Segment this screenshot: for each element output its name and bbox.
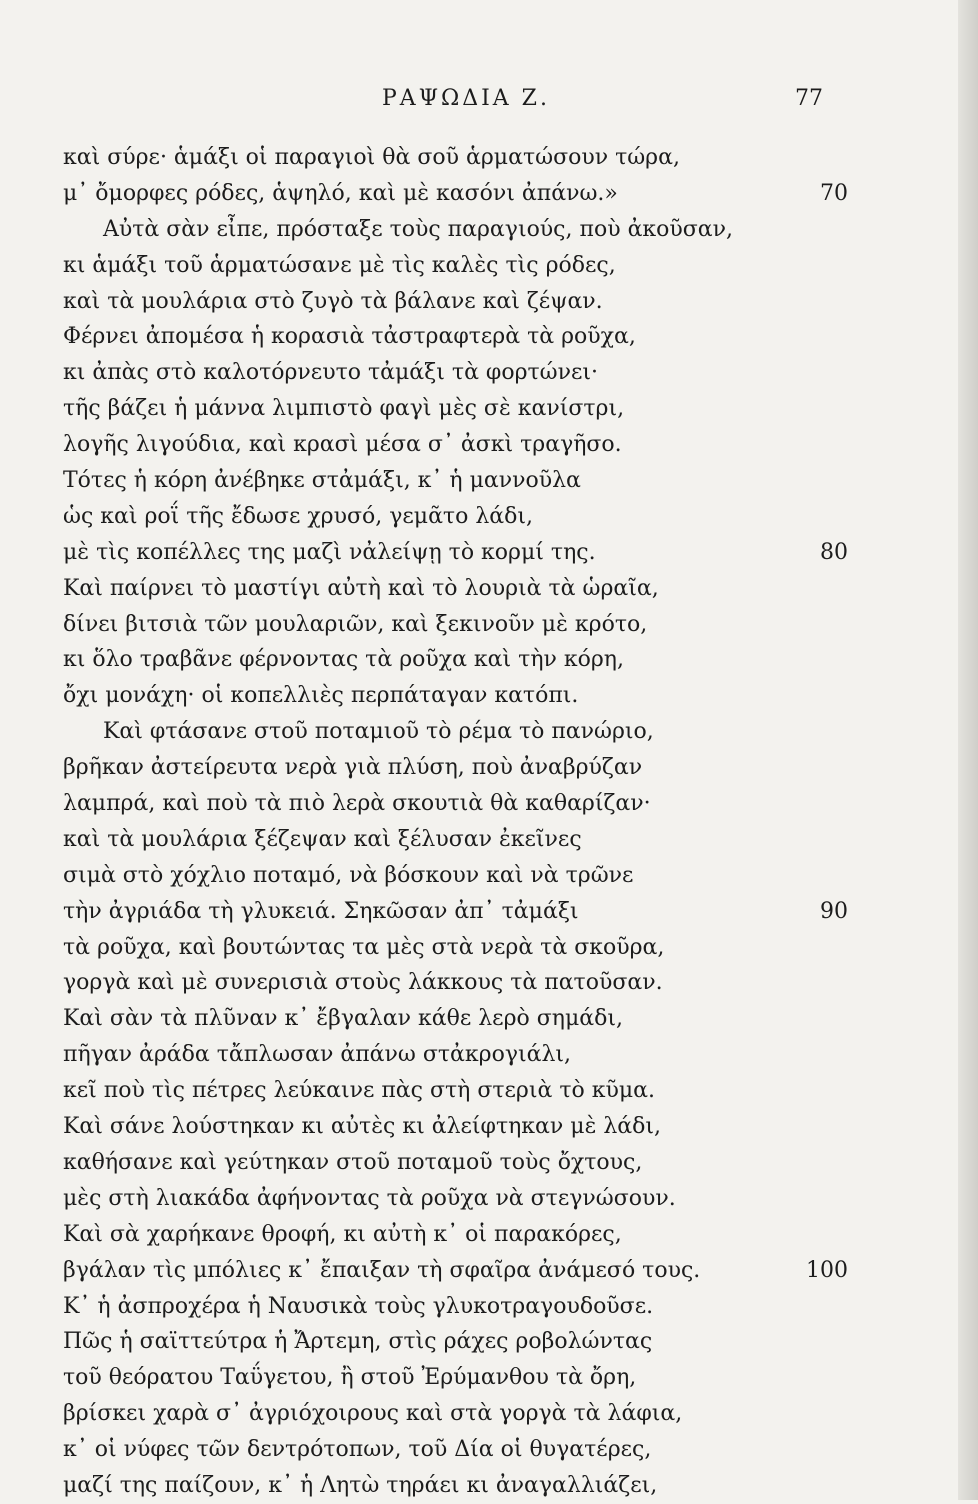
verse-text: τὴν ἀγριάδα τὴ γλυκειά. Σηκῶσαν ἀπ᾿ τἀμάξι	[63, 898, 579, 924]
verse-line	[63, 642, 833, 678]
page-edge-shadow	[958, 0, 978, 1500]
verse-line	[63, 1324, 833, 1360]
verse-line-number: 80	[820, 539, 848, 565]
verse-line	[63, 1289, 833, 1325]
verse-text: ὄχι μονάχη· οἱ κοπελλιὲς περπάταγαν κατόπι.	[63, 683, 579, 709]
verse-line	[63, 894, 848, 930]
verse-line	[63, 1181, 833, 1217]
verse-text: ὡς καὶ ροΐ τῆς ἔδωσε χρυσό, γεμᾶτο λάδι,	[63, 503, 534, 529]
verse-text: κεῖ ποὺ τὶς πέτρες λεύκαινε πὰς στὴ στεριὰ τὸ κῦμα.	[63, 1078, 656, 1104]
verse-text: σιμὰ στὸ χόχλιο ποταμό, νὰ βόσκουν καὶ νὰ τρῶνε	[63, 862, 634, 888]
verse-text: τοῦ θεόρατου Ταΰγετου, ἢ στοῦ Ἐρύμανθου τὰ ὄρη,	[63, 1365, 637, 1391]
verse-text: καὶ τὰ μουλάρια στὸ ζυγὸ τὰ βάλανε καὶ ζέψαν.	[63, 288, 603, 314]
verse-text: βρίσκει χαρὰ σ᾿ ἀγριόχοιρους καὶ στὰ γοργὰ τὰ λάφια,	[63, 1401, 683, 1427]
verse-line	[63, 930, 833, 966]
verse-text: μὲς στὴ λιακάδα ἀφήνοντας τὰ ροῦχα νὰ στεγνώσουν.	[63, 1185, 676, 1211]
verse-text: Καὶ σὰν τὰ πλῦναν κ᾿ ἔβγαλαν κάθε λερὸ σημάδι,	[63, 1006, 623, 1032]
verse-line	[63, 1001, 833, 1037]
verse-line	[63, 1217, 833, 1253]
verse-text: Καὶ σὰ χαρήκανε θροφή, κι αὐτὴ κ᾿ οἱ παρακόρες,	[63, 1221, 622, 1247]
poem-text-block	[63, 140, 848, 1504]
verse-text: μ᾿ ὄμορφες ρόδες, ἁψηλό, καὶ μὲ κασόνι ἀπάνω.»	[63, 180, 618, 206]
verse-text: βγάλαν τὶς μπόλιες κ᾿ ἔπαιξαν τὴ σφαῖρα ἀνάμεσό τους.	[63, 1257, 701, 1283]
verse-text: λογῆς λιγούδια, καὶ κρασὶ μέσα σ᾿ ἀσκὶ τραγῆσο.	[63, 432, 622, 458]
verse-text: Αὐτὰ σὰν εἶπε, πρόσταξε τοὺς παραγιούς, ποὺ ἀκοῦσαν,	[103, 216, 734, 242]
verse-line	[63, 535, 848, 571]
verse-line	[63, 750, 833, 786]
page-number: 77	[795, 86, 823, 111]
verse-line	[63, 1360, 833, 1396]
verse-line	[63, 678, 833, 714]
verse-line	[63, 714, 833, 750]
verse-text: Πῶς ἡ σαϊττεύτρα ἡ Ἄρτεμη, στὶς ράχες ροβολώντας	[63, 1329, 653, 1355]
verse-line	[63, 463, 833, 499]
verse-line	[63, 1037, 833, 1073]
verse-text: κι ὅλο τραβᾶνε φέρνοντας τὰ ροῦχα καὶ τὴν κόρη,	[63, 647, 624, 673]
verse-text: γοργὰ καὶ μὲ συνερισιὰ στοὺς λάκκους τὰ πατοῦσαν.	[63, 970, 663, 996]
verse-line	[63, 391, 833, 427]
verse-line	[63, 248, 833, 284]
verse-text: κι ἁμάξι τοῦ ἁρματώσανε μὲ τὶς καλὲς τὶς ρόδες,	[63, 252, 616, 278]
verse-line	[63, 176, 848, 212]
verse-line	[63, 858, 833, 894]
verse-line	[63, 355, 833, 391]
verse-line	[63, 607, 833, 643]
verse-line	[63, 140, 833, 176]
verse-text: τῆς βάζει ἡ μάννα λιμπιστὸ φαγὶ μὲς σὲ κανίστρι,	[63, 396, 625, 422]
page-header-title: ΡΑΨΩΔΙΑ Ζ.	[382, 86, 550, 111]
verse-text: κ᾿ οἱ νύφες τῶν δεντρότοπων, τοῦ Δία οἱ θυγατέρες,	[63, 1437, 652, 1463]
verse-text: Τότες ἡ κόρη ἀνέβηκε στἀμάξι, κ᾿ ἡ μαννοῦλα	[63, 468, 581, 494]
verse-text: δίνει βιτσιὰ τῶν μουλαριῶν, καὶ ξεκινοῦν μὲ κρότο,	[63, 611, 648, 637]
verse-line	[63, 1073, 833, 1109]
verse-line	[63, 427, 833, 463]
verse-line	[63, 212, 833, 248]
verse-line-number: 90	[820, 898, 848, 924]
verse-text: μὲ τὶς κοπέλλες της μαζὶ νἀλείψῃ τὸ κορμί της.	[63, 539, 596, 565]
verse-line	[63, 822, 833, 858]
verse-text: κι ἀπὰς στὸ καλοτόρνευτο τἀμάξι τὰ φορτώνει·	[63, 360, 599, 386]
verse-line	[63, 284, 833, 320]
verse-text: τὰ ροῦχα, καὶ βουτώντας τα μὲς στὰ νερὰ τὰ σκοῦρα,	[63, 934, 665, 960]
verse-line	[63, 499, 833, 535]
verse-text: λαμπρά, καὶ ποὺ τὰ πιὸ λερὰ σκουτιὰ θὰ καθαρίζαν·	[63, 791, 651, 817]
verse-line	[63, 1145, 833, 1181]
verse-line	[63, 1253, 848, 1289]
verse-text: μαζί της παίζουν, κ᾿ ἡ Λητὼ τηράει κι ἀναγαλλιάζει,	[63, 1472, 658, 1498]
verse-line	[63, 1396, 833, 1432]
verse-text: καὶ σύρε· ἁμάξι οἱ παραγιοὶ θὰ σοῦ ἁρματώσουν τώρα,	[63, 145, 680, 170]
verse-text: Κ᾿ ἡ ἀσπροχέρα ἡ Ναυσικὰ τοὺς γλυκοτραγουδοῦσε.	[63, 1293, 654, 1319]
verse-text: πῆγαν ἀράδα τἄπλωσαν ἀπάνω στἀκρογιάλι,	[63, 1042, 572, 1068]
verse-text: Καὶ σάνε λούστηκαν κι αὐτὲς κι ἀλείφτηκαν μὲ λάδι,	[63, 1114, 662, 1140]
verse-line	[63, 319, 833, 355]
verse-text: Φέρνει ἀπομέσα ἡ κορασιὰ τἀστραφτερὰ τὰ ροῦχα,	[63, 324, 636, 350]
verse-line	[63, 1109, 833, 1145]
verse-line	[63, 1468, 833, 1504]
verse-line	[63, 786, 833, 822]
verse-text: Καὶ φτάσανε στοῦ ποταμιοῦ τὸ ρέμα τὸ πανώριο,	[103, 719, 654, 745]
verse-text: βρῆκαν ἀστείρευτα νερὰ γιὰ πλύση, ποὺ ἀναβρύζαν	[63, 755, 643, 781]
verse-line-number: 70	[820, 180, 848, 206]
verse-text: καθήσανε καὶ γεύτηκαν στοῦ ποταμοῦ τοὺς ὄχτους,	[63, 1149, 643, 1175]
verse-line	[63, 571, 833, 607]
verse-text: καὶ τὰ μουλάρια ξέζεψαν καὶ ξέλυσαν ἐκεῖνες	[63, 826, 582, 852]
verse-line	[63, 965, 833, 1001]
verse-text: Καὶ παίρνει τὸ μαστίγι αὐτὴ καὶ τὸ λουριὰ τὰ ὡραῖα,	[63, 575, 659, 601]
verse-line-number: 100	[806, 1257, 848, 1283]
verse-line	[63, 1432, 833, 1468]
